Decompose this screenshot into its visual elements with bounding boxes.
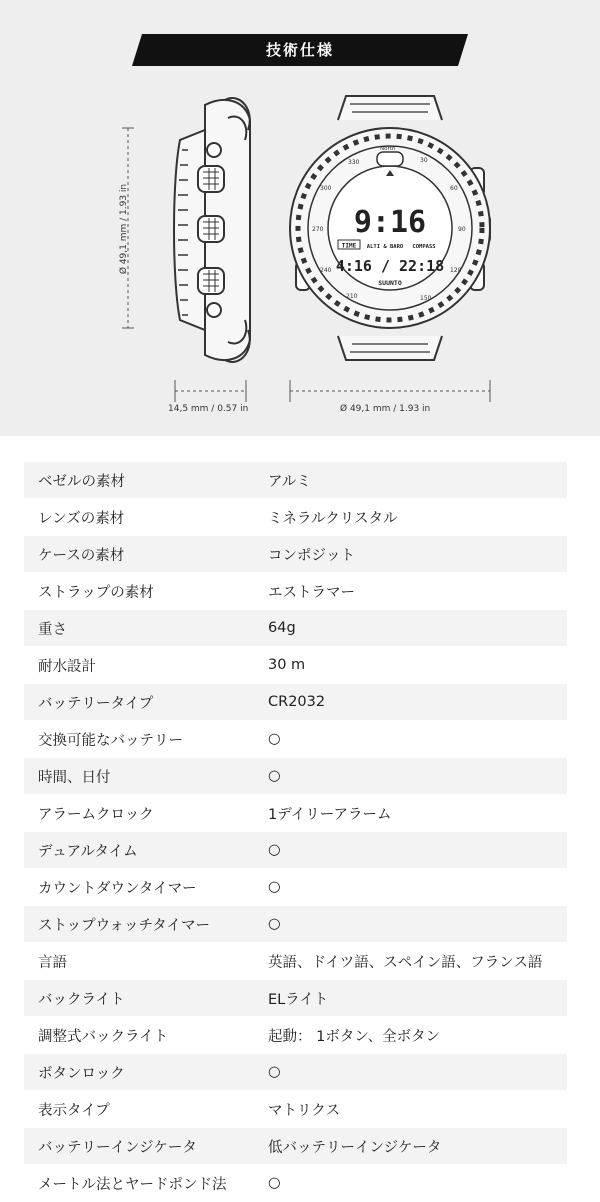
spec-row bbox=[24, 832, 567, 869]
svg-text:60: 60 bbox=[450, 185, 458, 192]
svg-text:300: 300 bbox=[320, 185, 332, 192]
svg-text:330: 330 bbox=[348, 159, 360, 166]
spec-label: 耐水設計 bbox=[38, 658, 96, 675]
spec-label: 調整式バックライト bbox=[38, 1028, 169, 1045]
spec-row bbox=[24, 943, 567, 980]
watch-diagram bbox=[0, 0, 600, 436]
spec-value: CR2032 bbox=[268, 694, 326, 710]
svg-text:30: 30 bbox=[420, 157, 428, 164]
svg-text:150: 150 bbox=[420, 295, 432, 302]
spec-value: ミネラルクリスタル bbox=[268, 510, 398, 527]
spec-label: 言語 bbox=[38, 954, 67, 971]
spec-value: 英語、ドイツ語、スペイン語、フランス語 bbox=[268, 954, 543, 971]
display-compass: COMPASS bbox=[412, 244, 436, 250]
spec-label: ストップウォッチタイマー bbox=[38, 917, 210, 934]
spec-row bbox=[24, 573, 567, 610]
display-time: 9:16 bbox=[353, 205, 427, 240]
spec-value: ○ bbox=[268, 731, 281, 747]
display-mode: TIME bbox=[341, 242, 357, 250]
section-title: 技術仕様 bbox=[265, 41, 334, 59]
spec-label: バッテリータイプ bbox=[38, 695, 154, 712]
side-button-middle bbox=[198, 216, 224, 242]
spec-value: コンポジット bbox=[268, 547, 355, 564]
spec-row bbox=[24, 1091, 567, 1128]
svg-text:North: North bbox=[380, 146, 396, 152]
spec-row bbox=[24, 1128, 567, 1165]
spec-label: ケースの素材 bbox=[38, 547, 125, 564]
spec-label: 重さ bbox=[38, 621, 67, 638]
svg-text:210: 210 bbox=[346, 293, 358, 300]
product-diagram-section bbox=[0, 0, 600, 436]
spec-label: カウントダウンタイマー bbox=[38, 880, 197, 897]
side-width-label: 14,5 mm / 0.57 in bbox=[168, 404, 249, 414]
display-brand: SUUNTO bbox=[378, 279, 402, 287]
spec-row bbox=[24, 906, 567, 943]
spec-value: ○ bbox=[268, 768, 281, 784]
spec-label: 交換可能なバッテリー bbox=[38, 732, 183, 749]
spec-value: 30 m bbox=[268, 657, 306, 673]
svg-text:240: 240 bbox=[320, 267, 332, 274]
spec-row bbox=[24, 1017, 567, 1054]
spec-row bbox=[24, 647, 567, 684]
spec-row bbox=[24, 795, 567, 832]
spec-label: アラームクロック bbox=[38, 806, 154, 823]
spec-row bbox=[24, 1165, 567, 1202]
spec-value: ELライト bbox=[268, 991, 329, 1008]
spec-label: メートル法とヤードポンド法 bbox=[38, 1176, 227, 1193]
spec-value: ○ bbox=[268, 1064, 281, 1080]
front-width-dimension bbox=[290, 380, 490, 402]
watch-side-view bbox=[174, 98, 250, 362]
spec-row bbox=[24, 499, 567, 536]
display-alti-baro: ALTI & BARO bbox=[366, 244, 404, 250]
side-button-top bbox=[198, 166, 224, 192]
spec-row bbox=[24, 462, 567, 499]
spec-value: ○ bbox=[268, 916, 281, 932]
spec-value: ○ bbox=[268, 842, 281, 858]
svg-text:90: 90 bbox=[458, 226, 466, 233]
spec-label: ボタンロック bbox=[38, 1065, 125, 1082]
spec-value: 64g bbox=[268, 620, 296, 636]
spec-value: マトリクス bbox=[268, 1102, 341, 1119]
spec-row bbox=[24, 1054, 567, 1091]
spec-row bbox=[24, 610, 567, 647]
spec-label: 時間、日付 bbox=[38, 769, 111, 786]
spec-row bbox=[24, 758, 567, 795]
spec-value: エストラマー bbox=[268, 584, 355, 601]
spec-label: ストラップの素材 bbox=[38, 584, 154, 601]
spec-row bbox=[24, 980, 567, 1017]
spec-row bbox=[24, 721, 567, 758]
side-width-dimension bbox=[175, 380, 246, 402]
svg-text:270: 270 bbox=[312, 226, 324, 233]
spec-value: ○ bbox=[268, 1175, 281, 1191]
spec-label: デュアルタイム bbox=[38, 843, 138, 860]
spec-row bbox=[24, 536, 567, 573]
front-width-label: Ø 49,1 mm / 1.93 in bbox=[340, 404, 431, 414]
spec-row bbox=[24, 684, 567, 721]
spec-table bbox=[24, 462, 567, 1202]
spec-label: バックライト bbox=[38, 991, 125, 1008]
spec-value: ○ bbox=[268, 879, 281, 895]
spec-value: 低バッテリーインジケータ bbox=[268, 1139, 442, 1156]
spec-value: 1デイリーアラーム bbox=[268, 806, 392, 823]
side-button-bottom bbox=[198, 268, 224, 294]
spec-row bbox=[24, 869, 567, 906]
side-height-label: Ø 49,1 mm / 1.93 in bbox=[119, 183, 129, 275]
spec-label: レンズの素材 bbox=[38, 510, 125, 527]
spec-value: 起動： 1ボタン、全ボタン bbox=[268, 1028, 441, 1045]
spec-label: ベゼルの素材 bbox=[38, 473, 125, 490]
spec-value: アルミ bbox=[268, 473, 311, 490]
display-date-time: 4:16 / 22:18 bbox=[335, 257, 445, 275]
spec-label: バッテリーインジケータ bbox=[38, 1139, 197, 1156]
spec-label: 表示タイプ bbox=[38, 1102, 110, 1119]
svg-text:120: 120 bbox=[450, 267, 462, 274]
